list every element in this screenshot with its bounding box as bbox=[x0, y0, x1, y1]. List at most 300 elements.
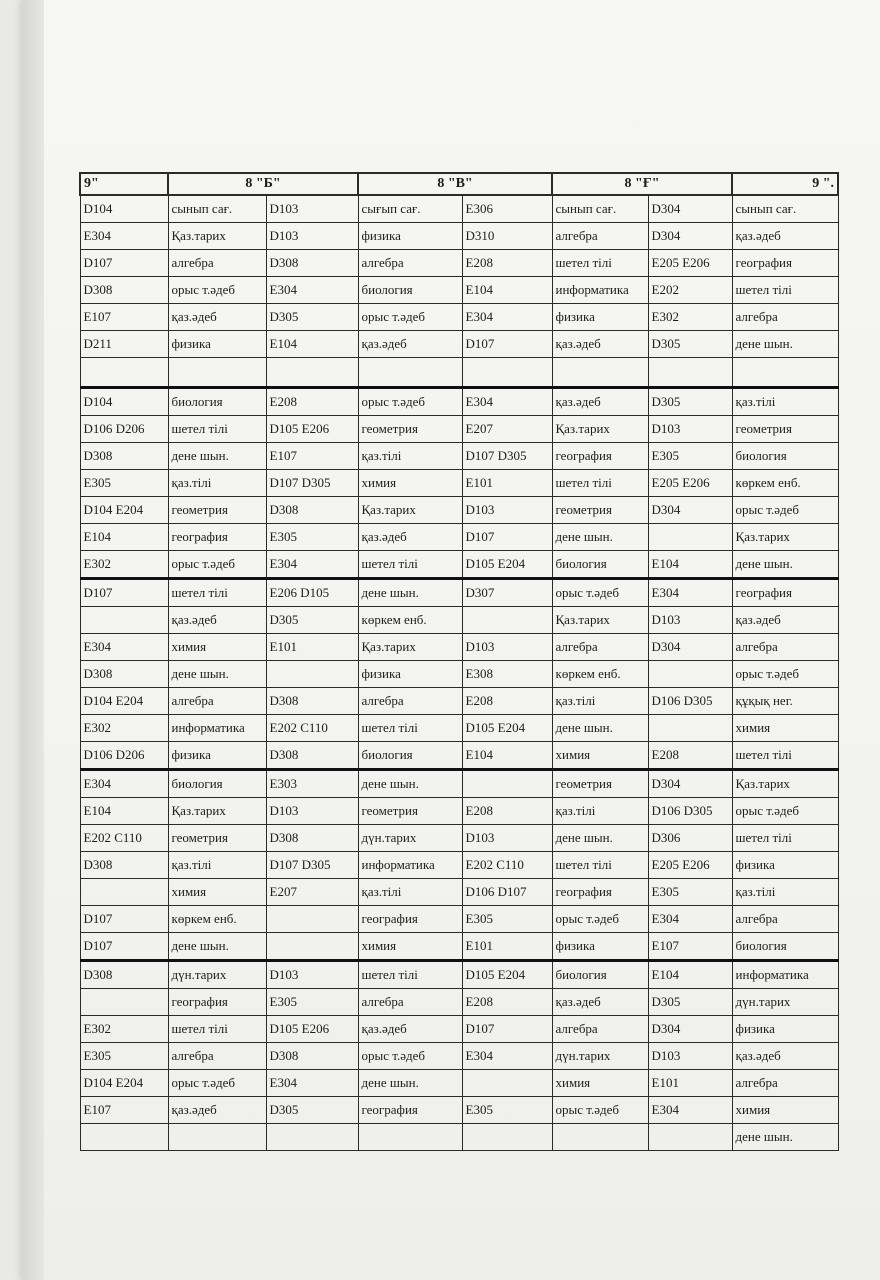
room-cell: D107 bbox=[80, 933, 168, 961]
room-cell bbox=[266, 933, 358, 961]
room-cell: D307 bbox=[462, 579, 552, 607]
room-cell: D105 E204 bbox=[462, 961, 552, 989]
subject-cell bbox=[168, 1124, 266, 1151]
subject-cell: геометрия bbox=[358, 798, 462, 825]
room-cell: D103 bbox=[648, 416, 732, 443]
subject-cell: шетел тілі bbox=[358, 551, 462, 579]
subject-cell: қаз.әдеб bbox=[358, 331, 462, 358]
room-cell bbox=[80, 607, 168, 634]
subject-cell: биология bbox=[168, 770, 266, 798]
room-cell: D310 bbox=[462, 223, 552, 250]
subject-cell: орыс т.әдеб bbox=[168, 1070, 266, 1097]
room-cell: D106 D107 bbox=[462, 879, 552, 906]
subject-cell bbox=[358, 358, 462, 388]
room-cell: D308 bbox=[266, 742, 358, 770]
subject-cell: алгебра bbox=[732, 304, 838, 331]
room-cell: E206 D105 bbox=[266, 579, 358, 607]
subject-cell: биология bbox=[732, 443, 838, 470]
header-class-9-next: 9 ". bbox=[732, 173, 838, 195]
room-cell: E101 bbox=[462, 933, 552, 961]
room-cell: D305 bbox=[266, 304, 358, 331]
subject-cell: физика bbox=[552, 933, 648, 961]
subject-cell bbox=[552, 358, 648, 388]
room-cell: E205 E206 bbox=[648, 250, 732, 277]
room-cell: D104 E204 bbox=[80, 688, 168, 715]
table-row bbox=[80, 879, 838, 906]
subject-cell: алгебра bbox=[168, 250, 266, 277]
table-row bbox=[80, 1097, 838, 1124]
room-cell: E205 E206 bbox=[648, 852, 732, 879]
room-cell: D106 D206 bbox=[80, 416, 168, 443]
subject-cell: дене шын. bbox=[168, 933, 266, 961]
subject-cell: қаз.әдеб bbox=[732, 223, 838, 250]
room-cell bbox=[266, 1124, 358, 1151]
subject-cell: алгебра bbox=[552, 634, 648, 661]
subject-cell: геометрия bbox=[552, 770, 648, 798]
subject-cell: қаз.әдеб bbox=[168, 1097, 266, 1124]
room-cell: E104 bbox=[266, 331, 358, 358]
room-cell: D308 bbox=[80, 961, 168, 989]
room-cell: D107 bbox=[80, 906, 168, 933]
subject-cell: сынып сағ. bbox=[732, 195, 838, 223]
room-cell: D104 bbox=[80, 388, 168, 416]
table-row bbox=[80, 989, 838, 1016]
table-row bbox=[80, 331, 838, 358]
subject-cell: қаз.әдеб bbox=[168, 607, 266, 634]
subject-cell: химия bbox=[552, 742, 648, 770]
subject-cell: орыс т.әдеб bbox=[358, 1043, 462, 1070]
room-cell bbox=[266, 906, 358, 933]
room-cell: E208 bbox=[266, 388, 358, 416]
subject-cell: Қаз.тарих bbox=[552, 607, 648, 634]
subject-cell: геометрия bbox=[358, 416, 462, 443]
subject-cell: Қаз.тарих bbox=[358, 634, 462, 661]
room-cell: E304 bbox=[462, 304, 552, 331]
table-row bbox=[80, 443, 838, 470]
subject-cell: дене шын. bbox=[552, 715, 648, 742]
room-cell: D107 bbox=[80, 579, 168, 607]
subject-cell: шетел тілі bbox=[168, 1016, 266, 1043]
room-cell: E304 bbox=[462, 1043, 552, 1070]
table-row bbox=[80, 825, 838, 852]
table-row bbox=[80, 1016, 838, 1043]
room-cell: D304 bbox=[648, 770, 732, 798]
room-cell bbox=[266, 661, 358, 688]
subject-cell: химия bbox=[358, 470, 462, 497]
room-cell bbox=[648, 524, 732, 551]
subject-cell: физика bbox=[732, 852, 838, 879]
room-cell bbox=[462, 1070, 552, 1097]
header-class-9-prev: 9" bbox=[80, 173, 168, 195]
room-cell: E305 bbox=[648, 443, 732, 470]
room-cell: E308 bbox=[462, 661, 552, 688]
subject-cell: дене шын. bbox=[732, 1124, 838, 1151]
table-row bbox=[80, 470, 838, 497]
room-cell: D304 bbox=[648, 223, 732, 250]
table-row bbox=[80, 497, 838, 524]
subject-cell: дене шын. bbox=[168, 443, 266, 470]
subject-cell: шетел тілі bbox=[732, 277, 838, 304]
table-row bbox=[80, 661, 838, 688]
subject-cell: қаз.әдеб bbox=[168, 304, 266, 331]
subject-cell: география bbox=[168, 989, 266, 1016]
table-row bbox=[80, 250, 838, 277]
subject-cell: қаз.әдеб bbox=[358, 524, 462, 551]
table-row bbox=[80, 388, 838, 416]
subject-cell: Қаз.тарих bbox=[732, 770, 838, 798]
room-cell bbox=[462, 1124, 552, 1151]
room-cell: E104 bbox=[648, 551, 732, 579]
subject-cell: дүн.тарих bbox=[552, 1043, 648, 1070]
room-cell: D107 bbox=[462, 1016, 552, 1043]
room-cell: D103 bbox=[648, 1043, 732, 1070]
room-cell bbox=[648, 358, 732, 388]
room-cell: E305 bbox=[80, 1043, 168, 1070]
room-cell: E305 bbox=[80, 470, 168, 497]
subject-cell: орыс т.әдеб bbox=[732, 661, 838, 688]
subject-cell: қаз.әдеб bbox=[732, 1043, 838, 1070]
subject-cell: шетел тілі bbox=[168, 579, 266, 607]
subject-cell: орыс т.әдеб bbox=[168, 277, 266, 304]
subject-cell: қаз.тілі bbox=[552, 798, 648, 825]
subject-cell: орыс т.әдеб bbox=[732, 798, 838, 825]
room-cell: E202 C110 bbox=[462, 852, 552, 879]
subject-cell: химия bbox=[732, 715, 838, 742]
room-cell: D308 bbox=[266, 250, 358, 277]
room-cell: E107 bbox=[80, 304, 168, 331]
subject-cell: дене шын. bbox=[168, 661, 266, 688]
room-cell: E101 bbox=[266, 634, 358, 661]
table-row bbox=[80, 304, 838, 331]
subject-cell: биология bbox=[358, 742, 462, 770]
table-row bbox=[80, 1070, 838, 1097]
room-cell: E107 bbox=[266, 443, 358, 470]
room-cell: E202 C110 bbox=[266, 715, 358, 742]
subject-cell: қаз.әдеб bbox=[552, 388, 648, 416]
room-cell: D107 D305 bbox=[266, 470, 358, 497]
table-row bbox=[80, 961, 838, 989]
table-header-row bbox=[80, 173, 838, 195]
subject-cell: шетел тілі bbox=[552, 852, 648, 879]
subject-cell: алгебра bbox=[168, 688, 266, 715]
subject-cell: қаз.тілі bbox=[358, 879, 462, 906]
room-cell: E304 bbox=[266, 1070, 358, 1097]
room-cell: E208 bbox=[462, 989, 552, 1016]
subject-cell: химия bbox=[552, 1070, 648, 1097]
table-row bbox=[80, 742, 838, 770]
room-cell bbox=[648, 715, 732, 742]
room-cell: D308 bbox=[266, 497, 358, 524]
room-cell: D305 bbox=[648, 989, 732, 1016]
subject-cell: физика bbox=[168, 742, 266, 770]
room-cell: D106 D305 bbox=[648, 798, 732, 825]
subject-cell: химия bbox=[168, 879, 266, 906]
table-row bbox=[80, 524, 838, 551]
room-cell: D305 bbox=[648, 388, 732, 416]
room-cell: E208 bbox=[648, 742, 732, 770]
room-cell bbox=[80, 879, 168, 906]
subject-cell: шетел тілі bbox=[732, 825, 838, 852]
subject-cell: орыс т.әдеб bbox=[732, 497, 838, 524]
subject-cell: физика bbox=[168, 331, 266, 358]
subject-cell: география bbox=[358, 1097, 462, 1124]
room-cell: D105 E204 bbox=[462, 551, 552, 579]
room-cell: D308 bbox=[80, 852, 168, 879]
table-row bbox=[80, 223, 838, 250]
room-cell: E207 bbox=[462, 416, 552, 443]
subject-cell: қаз.тілі bbox=[732, 388, 838, 416]
room-cell: E207 bbox=[266, 879, 358, 906]
subject-cell: орыс т.әдеб bbox=[552, 579, 648, 607]
room-cell: D308 bbox=[266, 1043, 358, 1070]
subject-cell: дүн.тарих bbox=[358, 825, 462, 852]
room-cell: D305 bbox=[648, 331, 732, 358]
subject-cell: көркем енб. bbox=[552, 661, 648, 688]
table-row bbox=[80, 634, 838, 661]
room-cell: D103 bbox=[648, 607, 732, 634]
room-cell: D305 bbox=[266, 607, 358, 634]
subject-cell bbox=[358, 1124, 462, 1151]
room-cell: D308 bbox=[266, 688, 358, 715]
table-row bbox=[80, 906, 838, 933]
subject-cell: орыс т.әдеб bbox=[168, 551, 266, 579]
subject-cell: биология bbox=[552, 961, 648, 989]
subject-cell: шетел тілі bbox=[168, 416, 266, 443]
subject-cell: алгебра bbox=[732, 1070, 838, 1097]
room-cell bbox=[80, 1124, 168, 1151]
subject-cell: Қаз.тарих bbox=[732, 524, 838, 551]
room-cell: E305 bbox=[462, 906, 552, 933]
room-cell: E304 bbox=[462, 388, 552, 416]
room-cell: E208 bbox=[462, 250, 552, 277]
subject-cell: көркем енб. bbox=[358, 607, 462, 634]
subject-cell: қаз.әдеб bbox=[358, 1016, 462, 1043]
subject-cell bbox=[732, 358, 838, 388]
room-cell: D103 bbox=[266, 961, 358, 989]
subject-cell: орыс т.әдеб bbox=[358, 388, 462, 416]
room-cell: D304 bbox=[648, 1016, 732, 1043]
table-row bbox=[80, 770, 838, 798]
subject-cell: қаз.әдеб bbox=[552, 989, 648, 1016]
room-cell: E302 bbox=[648, 304, 732, 331]
room-cell: E302 bbox=[80, 551, 168, 579]
room-cell bbox=[80, 358, 168, 388]
room-cell: E305 bbox=[266, 524, 358, 551]
subject-cell: информатика bbox=[552, 277, 648, 304]
room-cell: E304 bbox=[80, 770, 168, 798]
room-cell: D103 bbox=[462, 497, 552, 524]
subject-cell: дене шын. bbox=[552, 524, 648, 551]
subject-cell bbox=[552, 1124, 648, 1151]
room-cell: D103 bbox=[266, 223, 358, 250]
room-cell: D105 E206 bbox=[266, 1016, 358, 1043]
room-cell: D211 bbox=[80, 331, 168, 358]
table-row bbox=[80, 688, 838, 715]
table-row bbox=[80, 1043, 838, 1070]
subject-cell: орыс т.әдеб bbox=[358, 304, 462, 331]
room-cell: E205 E206 bbox=[648, 470, 732, 497]
room-cell: D107 bbox=[80, 250, 168, 277]
subject-cell: алгебра bbox=[168, 1043, 266, 1070]
room-cell: D103 bbox=[462, 825, 552, 852]
room-cell: D106 D206 bbox=[80, 742, 168, 770]
paper-sheet bbox=[22, 0, 880, 1280]
room-cell: E101 bbox=[648, 1070, 732, 1097]
room-cell bbox=[266, 358, 358, 388]
subject-cell: алгебра bbox=[358, 250, 462, 277]
room-cell: E305 bbox=[266, 989, 358, 1016]
table-row bbox=[80, 579, 838, 607]
room-cell: D103 bbox=[266, 798, 358, 825]
subject-cell: шетел тілі bbox=[552, 250, 648, 277]
schedule-table bbox=[79, 172, 839, 1151]
room-cell: D308 bbox=[80, 661, 168, 688]
room-cell: E208 bbox=[462, 688, 552, 715]
room-cell: E304 bbox=[648, 1097, 732, 1124]
room-cell: D107 bbox=[462, 524, 552, 551]
subject-cell: шетел тілі bbox=[358, 715, 462, 742]
subject-cell: шетел тілі bbox=[358, 961, 462, 989]
subject-cell: химия bbox=[358, 933, 462, 961]
room-cell bbox=[462, 770, 552, 798]
room-cell: D107 bbox=[462, 331, 552, 358]
table-row bbox=[80, 277, 838, 304]
room-cell: E104 bbox=[80, 524, 168, 551]
subject-cell: геометрия bbox=[552, 497, 648, 524]
room-cell: E208 bbox=[462, 798, 552, 825]
room-cell: E202 bbox=[648, 277, 732, 304]
subject-cell: алгебра bbox=[732, 906, 838, 933]
room-cell: E304 bbox=[648, 579, 732, 607]
subject-cell: сынып сағ. bbox=[552, 195, 648, 223]
table-row bbox=[80, 852, 838, 879]
room-cell: E304 bbox=[648, 906, 732, 933]
room-cell: E304 bbox=[266, 277, 358, 304]
room-cell bbox=[80, 989, 168, 1016]
subject-cell: қаз.тілі bbox=[552, 688, 648, 715]
room-cell bbox=[648, 661, 732, 688]
subject-cell: орыс т.әдеб bbox=[552, 906, 648, 933]
subject-cell: информатика bbox=[732, 961, 838, 989]
room-cell: E302 bbox=[80, 1016, 168, 1043]
room-cell: D104 E204 bbox=[80, 1070, 168, 1097]
subject-cell: көркем енб. bbox=[168, 906, 266, 933]
subject-cell: дене шын. bbox=[358, 770, 462, 798]
subject-cell: география bbox=[732, 579, 838, 607]
subject-cell: сынып сағ. bbox=[168, 195, 266, 223]
subject-cell: геометрия bbox=[168, 825, 266, 852]
subject-cell: қаз.әдеб bbox=[552, 331, 648, 358]
table-row bbox=[80, 933, 838, 961]
subject-cell: химия bbox=[732, 1097, 838, 1124]
room-cell: E107 bbox=[80, 1097, 168, 1124]
subject-cell: биология bbox=[358, 277, 462, 304]
table-row bbox=[80, 195, 838, 223]
room-cell: D107 D305 bbox=[462, 443, 552, 470]
room-cell: D103 bbox=[266, 195, 358, 223]
room-cell: D105 E206 bbox=[266, 416, 358, 443]
subject-cell: дүн.тарих bbox=[732, 989, 838, 1016]
table-row bbox=[80, 416, 838, 443]
subject-cell bbox=[168, 358, 266, 388]
timetable bbox=[79, 172, 837, 1151]
subject-cell: биология bbox=[552, 551, 648, 579]
subject-cell: шетел тілі bbox=[552, 470, 648, 497]
room-cell: E304 bbox=[266, 551, 358, 579]
subject-cell: дене шын. bbox=[552, 825, 648, 852]
subject-cell: шетел тілі bbox=[732, 742, 838, 770]
room-cell: E104 bbox=[80, 798, 168, 825]
subject-cell: Қаз.тарих bbox=[358, 497, 462, 524]
subject-cell: дене шын. bbox=[732, 551, 838, 579]
room-cell: E304 bbox=[80, 223, 168, 250]
table-body bbox=[80, 195, 838, 1151]
subject-cell: қаз.тілі bbox=[168, 470, 266, 497]
subject-cell: алгебра bbox=[732, 634, 838, 661]
room-cell bbox=[462, 358, 552, 388]
room-cell: D306 bbox=[648, 825, 732, 852]
room-cell: D304 bbox=[648, 195, 732, 223]
subject-cell: геометрия bbox=[732, 416, 838, 443]
subject-cell: биология bbox=[732, 933, 838, 961]
subject-cell: химия bbox=[168, 634, 266, 661]
room-cell: D107 D305 bbox=[266, 852, 358, 879]
room-cell: D105 E204 bbox=[462, 715, 552, 742]
room-cell: D104 bbox=[80, 195, 168, 223]
table-row bbox=[80, 798, 838, 825]
room-cell: E302 bbox=[80, 715, 168, 742]
subject-cell: география bbox=[732, 250, 838, 277]
table-row bbox=[80, 607, 838, 634]
room-cell: D308 bbox=[80, 277, 168, 304]
subject-cell: сығып сағ. bbox=[358, 195, 462, 223]
table-row bbox=[80, 715, 838, 742]
table-row bbox=[80, 551, 838, 579]
subject-cell: физика bbox=[552, 304, 648, 331]
table-row bbox=[80, 1124, 838, 1151]
subject-cell: қаз.әдеб bbox=[732, 607, 838, 634]
room-cell: D308 bbox=[80, 443, 168, 470]
room-cell: E305 bbox=[462, 1097, 552, 1124]
room-cell: D104 E204 bbox=[80, 497, 168, 524]
room-cell: D305 bbox=[266, 1097, 358, 1124]
subject-cell: дене шын. bbox=[732, 331, 838, 358]
room-cell: E305 bbox=[648, 879, 732, 906]
subject-cell: география bbox=[168, 524, 266, 551]
subject-cell: геометрия bbox=[168, 497, 266, 524]
subject-cell: алгебра bbox=[552, 1016, 648, 1043]
subject-cell: қаз.тілі bbox=[358, 443, 462, 470]
subject-cell: информатика bbox=[358, 852, 462, 879]
room-cell: D304 bbox=[648, 497, 732, 524]
page-edge bbox=[22, 0, 44, 1280]
subject-cell: Қаз.тарих bbox=[168, 798, 266, 825]
room-cell bbox=[648, 1124, 732, 1151]
room-cell: D103 bbox=[462, 634, 552, 661]
room-cell: E304 bbox=[80, 634, 168, 661]
header-class-8v: 8 "В" bbox=[358, 173, 552, 195]
subject-cell: көркем енб. bbox=[732, 470, 838, 497]
subject-cell: дене шын. bbox=[358, 579, 462, 607]
room-cell bbox=[462, 607, 552, 634]
room-cell: E104 bbox=[462, 742, 552, 770]
header-class-8g: 8 "Ғ" bbox=[552, 173, 732, 195]
subject-cell: Қаз.тарих bbox=[168, 223, 266, 250]
subject-cell: география bbox=[552, 443, 648, 470]
subject-cell: география bbox=[552, 879, 648, 906]
room-cell: E104 bbox=[462, 277, 552, 304]
subject-cell: дене шын. bbox=[358, 1070, 462, 1097]
